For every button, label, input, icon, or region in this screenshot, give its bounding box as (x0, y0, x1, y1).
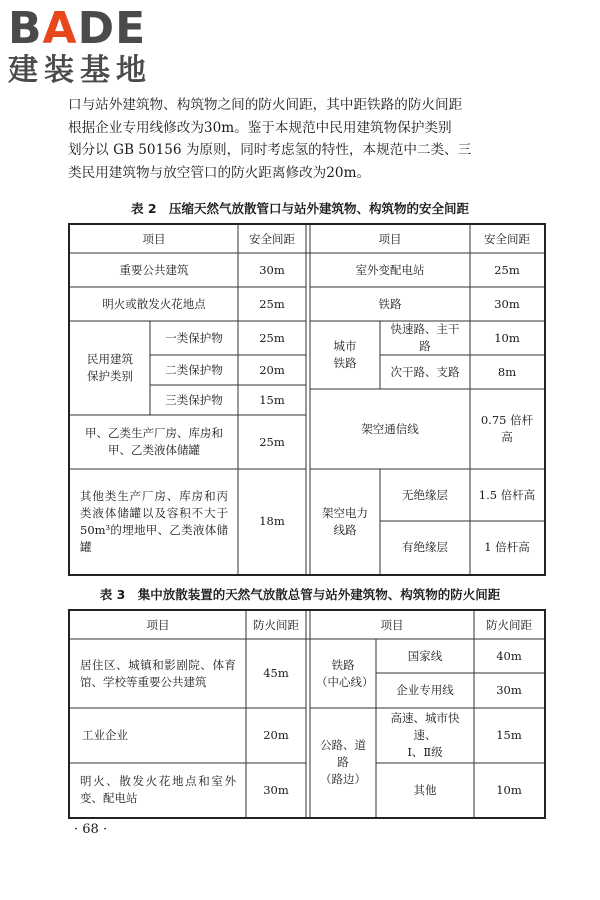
table3-residential-label: 居住区、城镇和影剧院、体育馆、学校等重要公共建筑 (80, 657, 236, 689)
table2-substation-value: 25m (494, 262, 520, 277)
table2-power-1-value: 1.5 倍杆高 (478, 487, 536, 502)
table2-railway-label: 铁路 (378, 296, 402, 311)
table3-caption: 表 3 集中放散装置的天然气放散总管与站外建筑物、构筑物的防火间距 (99, 587, 501, 602)
table2-power-2-value: 1 倍杆高 (484, 540, 530, 554)
table2-civil-3-value: 15m (259, 392, 285, 407)
page-number: · 68 · (74, 822, 108, 837)
table2-header-dist-right: 安全间距 (484, 231, 530, 246)
table3-header-dist-right: 防火间距 (486, 617, 532, 632)
logo (8, 3, 178, 88)
table2-road-2-label: 次干路、支路 (390, 364, 460, 379)
table2-comm-line-label: 架空通信线 (361, 421, 419, 436)
table3-header-item-left: 项目 (146, 617, 170, 632)
table3-road-2-value: 10m (496, 782, 522, 797)
table3-industry-label: 工业企业 (82, 728, 128, 742)
table2-power-group: 架空电力 线路 (322, 505, 368, 537)
logo-subtitle: 建装基地 (8, 53, 152, 88)
table3-road-2-label: 其他 (413, 782, 437, 797)
logo-brand: BADE (8, 3, 147, 54)
table3-rail-2-label: 企业专用线 (396, 683, 454, 697)
paragraph-line: 根据企业专用线修改为30m。鉴于本规范中民用建筑物保护类别 (68, 119, 452, 136)
table2-power-1-label: 无绝缘层 (402, 487, 448, 502)
table2-road-1-value: 10m (494, 330, 520, 345)
table2-railway-value: 30m (494, 296, 520, 311)
table3 (68, 609, 546, 819)
table2-header-dist-left: 安全间距 (249, 231, 295, 246)
table2-caption: 表 2 压缩天然气放散管口与站外建筑物、构筑物的安全间距 (130, 201, 470, 216)
paragraph-line: 类民用建筑物与放空管口的防火距离修改为20m。 (68, 164, 371, 181)
table2-important-value: 30m (259, 262, 285, 277)
table2 (68, 223, 546, 576)
table2-others-label: 其他类生产厂房、库房和丙类液体储罐以及容积不大于50m³的埋地甲、乙类液体储罐 (80, 488, 228, 554)
table2-open-fire-label: 明火或散发火花地点 (102, 296, 206, 311)
table2-road-1-label: 快速路、主干路 (390, 322, 460, 353)
table3-open-fire-value: 30m (263, 782, 289, 797)
table2-class-ab-value: 25m (259, 434, 285, 449)
table2-substation-label: 室外变配电站 (355, 262, 425, 277)
table3-industry-value: 20m (263, 728, 289, 742)
table3-road-1-label: 高速、城市快速、 Ⅰ、Ⅱ级 (390, 711, 460, 759)
table2-important-label: 重要公共建筑 (119, 262, 189, 277)
paragraph-line: 划分以 GB 50156 为原则，同时考虑氢的特性，本规范中二类、三 (68, 142, 472, 158)
table2-civil-3-label: 三类保护物 (165, 392, 223, 407)
table3-rail-2-value: 30m (496, 683, 522, 697)
table2-others-value: 18m (259, 514, 285, 528)
table3-residential-value: 45m (263, 666, 289, 680)
table2-open-fire-value: 25m (259, 296, 285, 311)
table2-civil-group: 民用建筑 保护类别 (87, 352, 133, 383)
table2-header-item-left: 项目 (142, 231, 166, 246)
table3-road-group: 公路、道路 （路边） (320, 738, 366, 786)
table3-header-dist-left: 防火间距 (253, 617, 299, 632)
table2-comm-line-value: 0.75 倍杆高 (480, 413, 534, 444)
table2-civil-1-value: 25m (259, 330, 285, 345)
table2-power-2-label: 有绝缘层 (402, 540, 448, 554)
paragraph-line: 口与站外建筑物、构筑物之间的防火间距，其中距铁路的防火间距 (68, 97, 463, 113)
table2-city-road-group: 城市 铁路 (333, 339, 357, 370)
table3-rail-group: 铁路 （中心线） (316, 657, 374, 689)
table2-road-2-value: 8m (497, 364, 517, 379)
table2-civil-2-value: 20m (259, 362, 285, 377)
table3-rail-1-label: 国家线 (407, 648, 443, 663)
table3-header-item-right: 项目 (380, 617, 404, 632)
table2-class-ab-label: 甲、乙类生产厂房、库房和 甲、乙类液体储罐 (85, 426, 223, 457)
table3-rail-1-value: 40m (496, 648, 522, 663)
table2-header-item-right: 项目 (378, 231, 402, 246)
table3-open-fire-label: 明火、散发火花地点和室外变、配电站 (80, 774, 236, 805)
table3-road-1-value: 15m (496, 728, 522, 742)
table2-civil-2-label: 二类保护物 (165, 362, 223, 377)
body-paragraph (68, 94, 543, 184)
table2-civil-1-label: 一类保护物 (165, 330, 223, 345)
